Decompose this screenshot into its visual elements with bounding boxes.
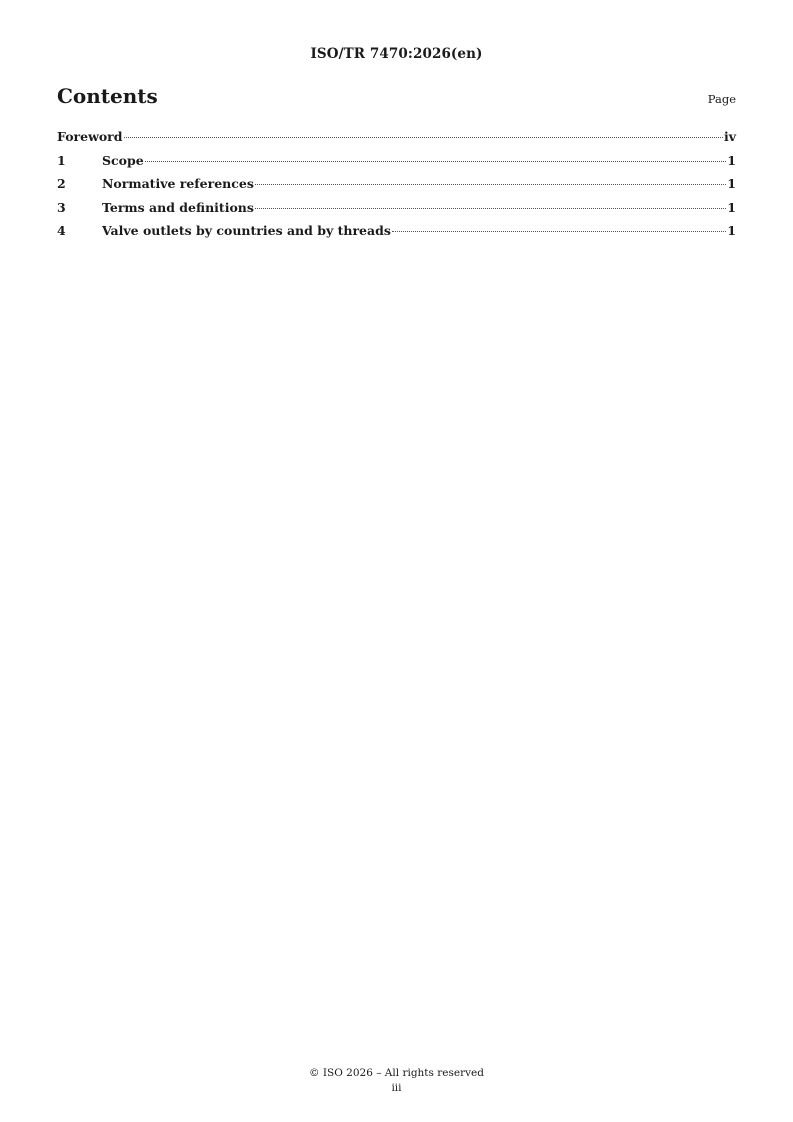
toc-entry-scope[interactable] xyxy=(57,153,736,177)
contents-title: Contents xyxy=(57,84,158,108)
page-column-label: Page xyxy=(707,92,736,106)
toc-entry-page: 1 xyxy=(727,199,736,215)
table-of-contents xyxy=(57,129,736,247)
page-footer xyxy=(0,1066,793,1096)
toc-entry-page: iv xyxy=(723,129,736,144)
toc-dot-leader xyxy=(145,161,727,162)
toc-entry-number: 3 xyxy=(57,199,66,215)
toc-entry-number: 1 xyxy=(57,152,66,168)
toc-entry-title: Foreword xyxy=(57,129,123,144)
toc-entry-number: 4 xyxy=(57,223,66,238)
toc-entry-title: Terms and definitions xyxy=(102,199,254,215)
toc-entry-page: 1 xyxy=(727,223,736,238)
toc-dot-leader xyxy=(392,231,726,232)
toc-dot-leader xyxy=(255,184,726,185)
toc-entry-page: 1 xyxy=(727,176,736,191)
copyright-notice: © ISO 2026 – All rights reserved xyxy=(309,1067,484,1079)
document-identifier: ISO/TR 7470:2026(en) xyxy=(310,46,483,62)
toc-entry-normative-references[interactable] xyxy=(57,176,736,200)
toc-entry-foreword[interactable] xyxy=(57,129,736,153)
toc-entry-terms-and-definitions[interactable] xyxy=(57,200,736,224)
toc-entry-page: 1 xyxy=(727,152,736,168)
page-number: iii xyxy=(391,1082,402,1094)
toc-entry-title: Normative references xyxy=(102,176,254,191)
toc-dot-leader xyxy=(124,137,723,138)
toc-entry-valve-outlets[interactable] xyxy=(57,223,736,247)
toc-entry-number: 2 xyxy=(57,176,66,191)
toc-dot-leader xyxy=(255,208,726,209)
toc-entry-title: Scope xyxy=(102,152,144,168)
toc-entry-title: Valve outlets by countries and by threads xyxy=(102,223,391,238)
